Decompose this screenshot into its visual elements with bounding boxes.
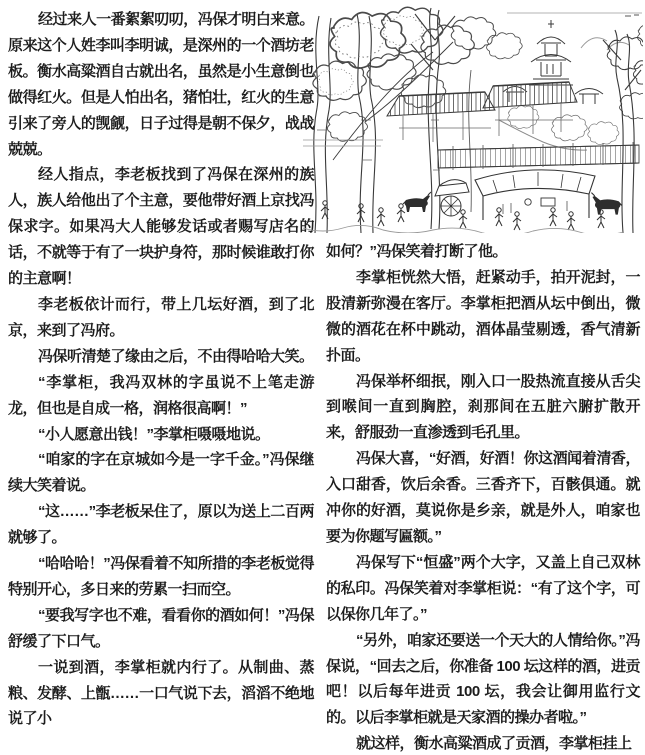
paragraph: 就这样，衡水高粱酒成了贡酒，李掌柜挂上	[356, 735, 632, 753]
paragraph: 冯保大喜，“好酒，好酒！你这酒闻着清香，入口甜香，饮后余香。三香齐下，百骸俱通。就冲你的好酒，莫说你是乡亲，就是外人，咱家也要为你题写匾额。”	[326, 450, 640, 545]
paragraph: “这……”李老板呆住了，原以为送上二百两就够了。	[8, 503, 314, 547]
paragraph: “李掌柜，我冯双林的字虽说不上笔走游龙，但也是自成一格，润格很高啊！”	[8, 373, 314, 417]
paragraph: 经人指点，李老板找到了冯保在深州的族人，族人给他出了个主意，要他带好酒上京找冯保求字。如果冯大人能够发话或者赐写店名的话，不就等于有了一块护身符，那时候谁敢打你的主意啊！	[8, 166, 314, 288]
paragraph: “咱家的字在京城如今是一字千金。”冯保继续大笑着说。	[8, 451, 314, 495]
left-column	[8, 7, 314, 732]
village-market-illustration	[303, 0, 643, 233]
paragraph: 李老板依计而行，带上几坛好酒，到了北京，来到了冯府。	[8, 295, 314, 339]
right-column	[326, 0, 640, 755]
paragraph: 李掌柜恍然大悟，赶紧动手，拍开泥封，一股清新弥漫在客厅。李掌柜把酒从坛中倒出，微微的酒花在杯中跳动，酒体晶莹剔透，香气清新扑面。	[326, 268, 640, 364]
paragraph: 冯保写下“恒盛”两个大字，又盖上自己双林的私印。冯保笑着对李掌柜说：“有了这个字，可以保你几年了。”	[326, 553, 640, 623]
paragraph: “哈哈哈！”冯保看着不知所措的李老板觉得特别开心，多日来的劳累一扫而空。	[8, 555, 314, 598]
paragraph: 冯保举杯细抿，刚入口一股热流直接从舌尖到喉间一直到胸腔，刹那间在五脏六腑扩散开来，舒服劲一直渗透到毛孔里。	[326, 372, 640, 442]
paragraph: “小人愿意出钱！”李掌柜嗫嗫地说。	[38, 425, 270, 443]
paragraph: 一说到酒，李掌柜就内行了。从制曲、蒸粮、发酵、上甑……一口气说下去，滔滔不绝地说了小	[8, 658, 314, 728]
illustration-svg	[303, 0, 643, 233]
paragraph: 冯保听清楚了缘由之后，不由得哈哈大笑。	[38, 347, 314, 365]
paragraph: “另外，咱家还要送一个天大的人情给你。”冯保说，“回去之后，你准备 100 坛这样的酒，进贡吧！以后每年进贡 100 坛，我会让御用监行文的。以后李掌柜就是天家酒的操办者啦。”	[326, 631, 640, 727]
paragraph: 如何？”冯保笑着打断了他。	[326, 243, 508, 260]
paragraph: “要我写字也不难，看看你的酒如何！”冯保舒缓了下口气。	[8, 606, 314, 650]
paragraph: 经过来人一番絮絮叨叨，冯保才明白来意。原来这个人姓李叫李明诚，是深州的一个酒坊老板。衡水高粱酒自古就出名，虽然是小生意倒也做得红火。但是人怕出名，猪怕壮，红火的生意引来了旁人的觊觎，日子过得是朝不保夕，战战兢兢。	[8, 11, 314, 158]
